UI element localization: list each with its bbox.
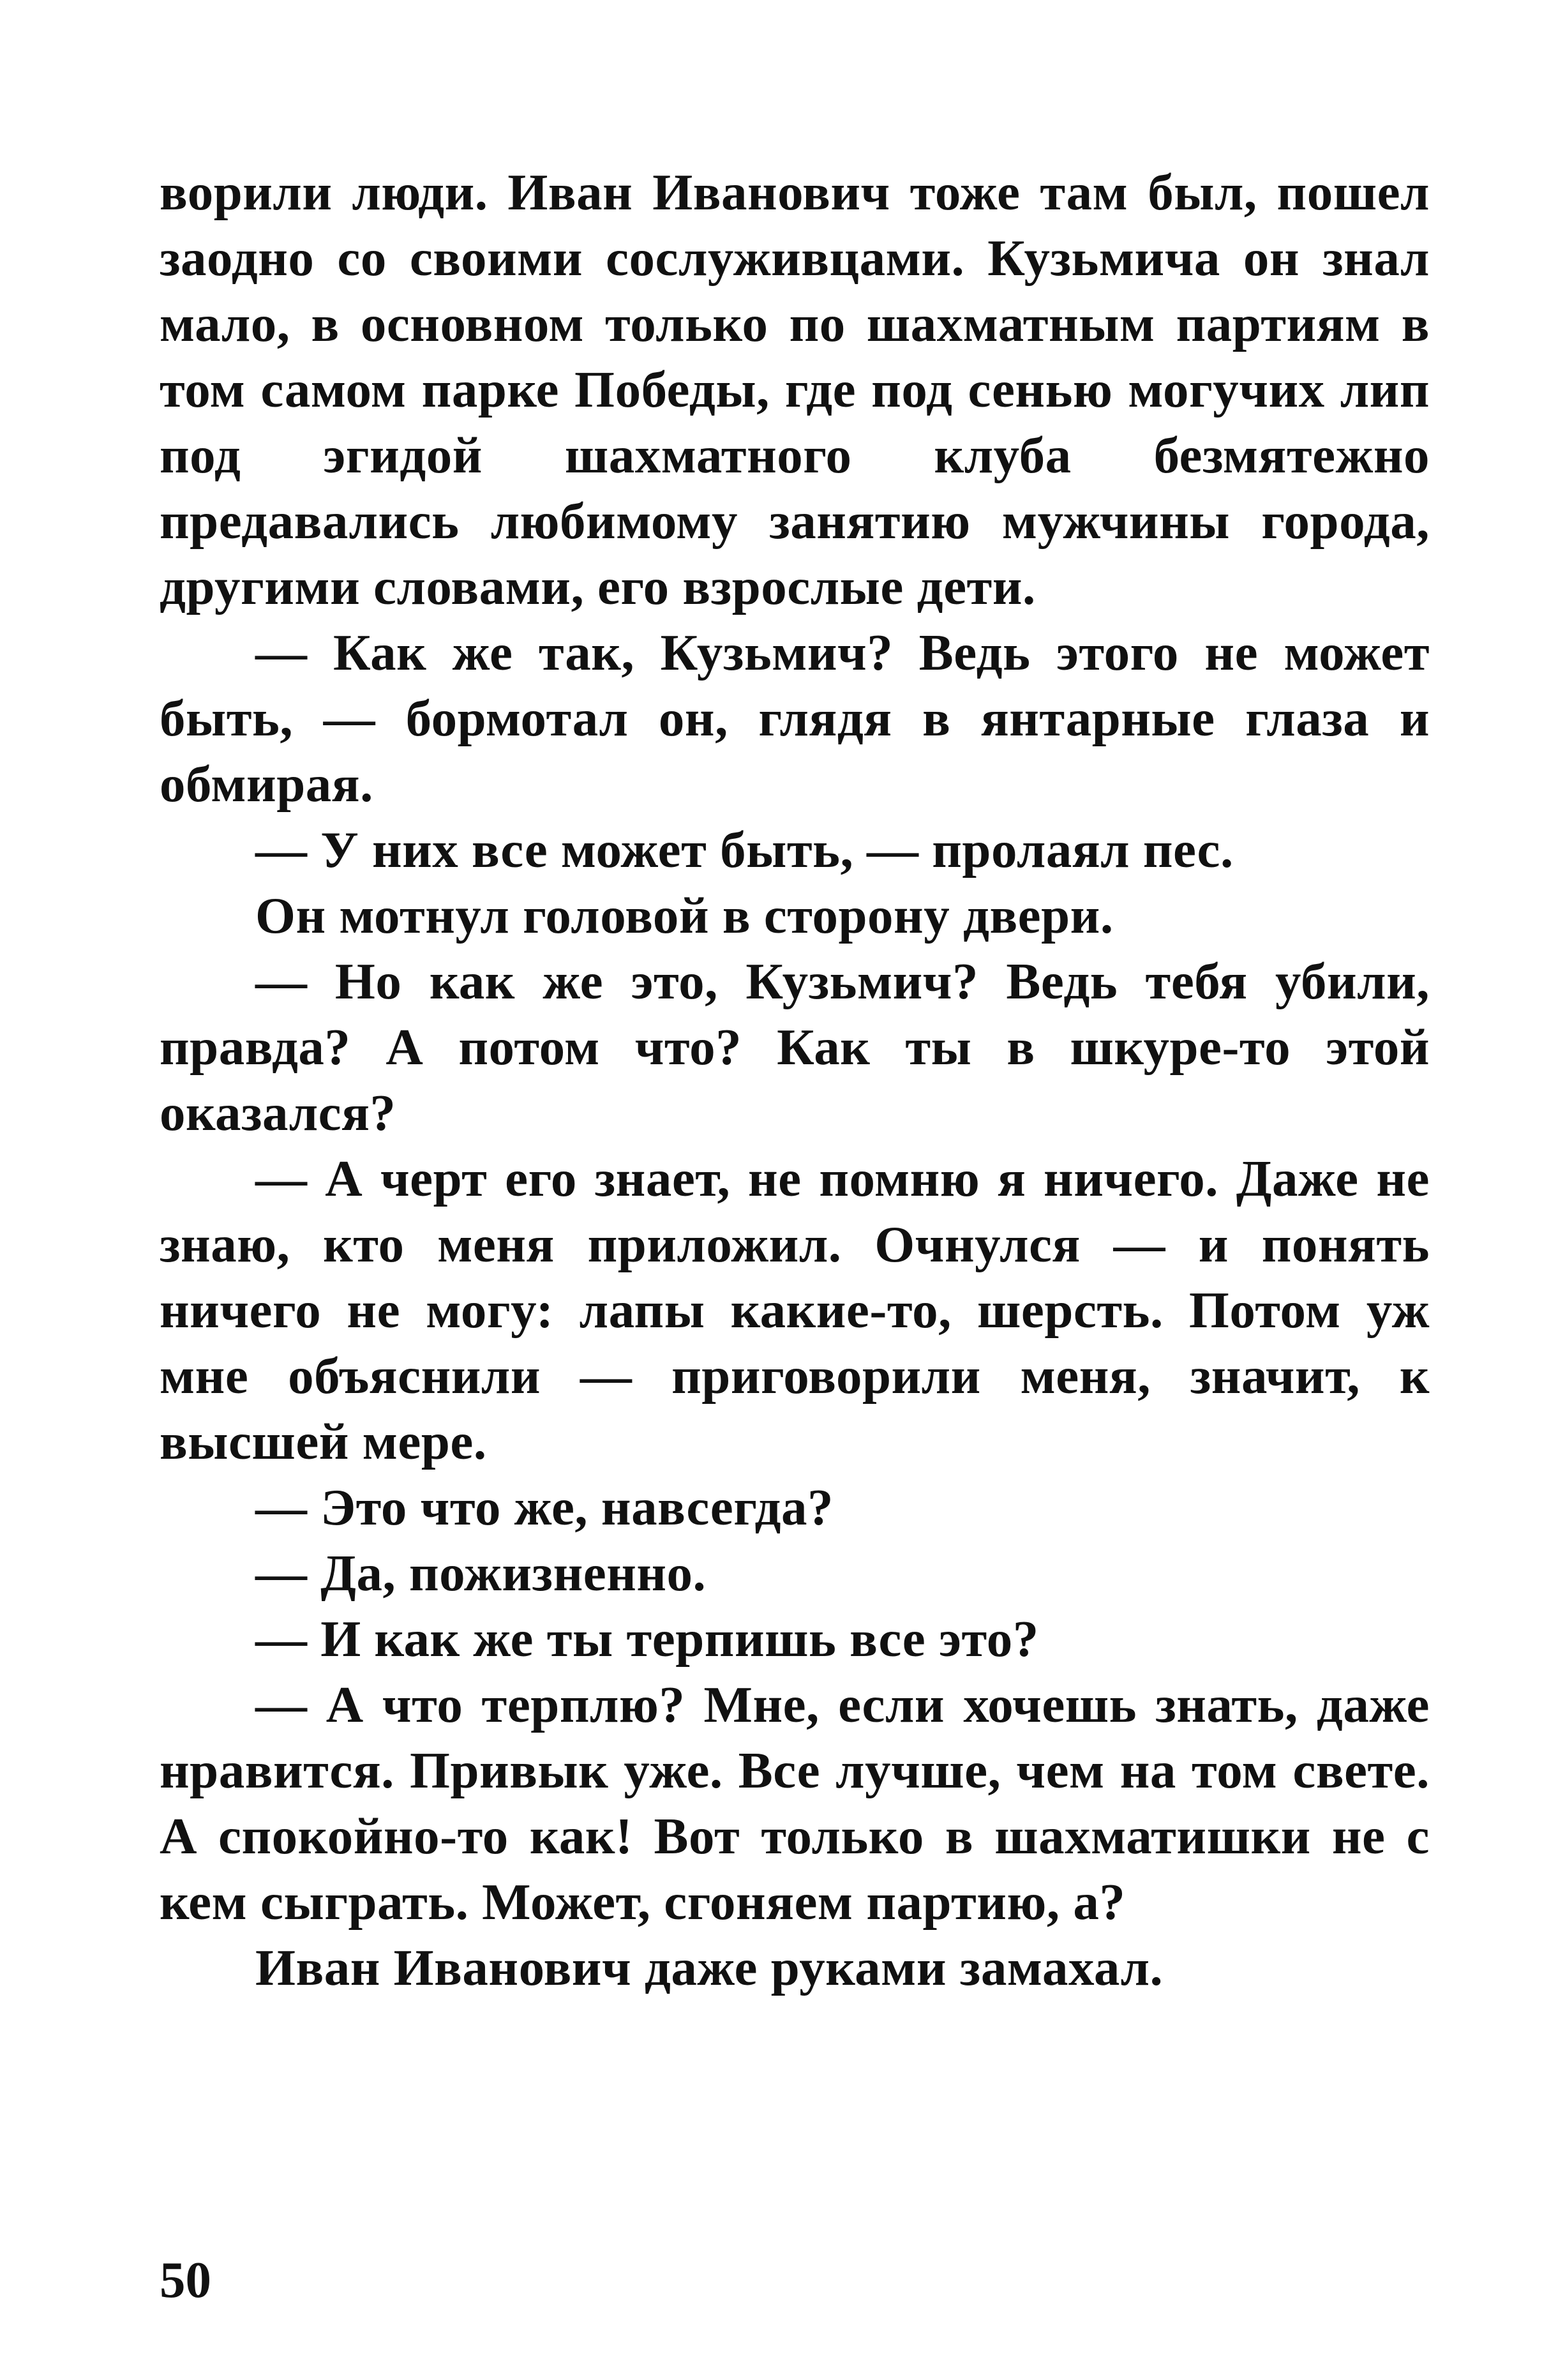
- dialogue-paragraph: — Это что же, навсегда?: [255, 1479, 834, 1536]
- dialogue-paragraph: — А что терплю? Мне, если хочешь знать, даже нравится. Привык уже. Все лучше, чем на том свете. А спокойно-то как! Вот только в шахматишки не с кем сыграть. Может, сгоняем партию, а?: [160, 1676, 1430, 1931]
- body-text: [160, 160, 1430, 2001]
- dialogue-paragraph: — Но как же это, Кузьмич? Ведь тебя убили, правда? А потом что? Как ты в шкуре-то этой оказался?: [160, 953, 1430, 1141]
- narrative-paragraph: Он мотнул головой в сторону двери.: [255, 887, 1114, 944]
- dialogue-paragraph: — Как же так, Кузьмич? Ведь этого не может быть, — бормотал он, глядя в янтарные глаза и обмирая.: [160, 624, 1430, 813]
- paragraph-continuation: ворили люди. Иван Иванович тоже там был, пошел заодно со своими сослуживцами. Кузьмича он знал мало, в основном только по шахматным партиям в том самом парке Победы, где под сенью могучих лип под эгидой шахматного клуба безмятежно предавались любимому занятию мужчины города, другими словами, его взрослые дети.: [160, 163, 1430, 615]
- dialogue-paragraph: — У них все может быть, — пролаял пес.: [255, 821, 1234, 878]
- dialogue-paragraph: — Да, пожизненно.: [255, 1544, 707, 1602]
- page-number: 50: [160, 2251, 211, 2308]
- narrative-paragraph: Иван Иванович даже руками замахал.: [255, 1939, 1164, 1996]
- dialogue-paragraph: — А черт его знает, не помню я ничего. Даже не знаю, кто меня приложил. Очнулся — и понять ничего не могу: лапы какие-то, шерсть. Потом уж мне объяснили — приговорили меня, значит, к высшей мере.: [160, 1150, 1430, 1470]
- dialogue-paragraph: — И как же ты терпишь все это?: [255, 1610, 1039, 1668]
